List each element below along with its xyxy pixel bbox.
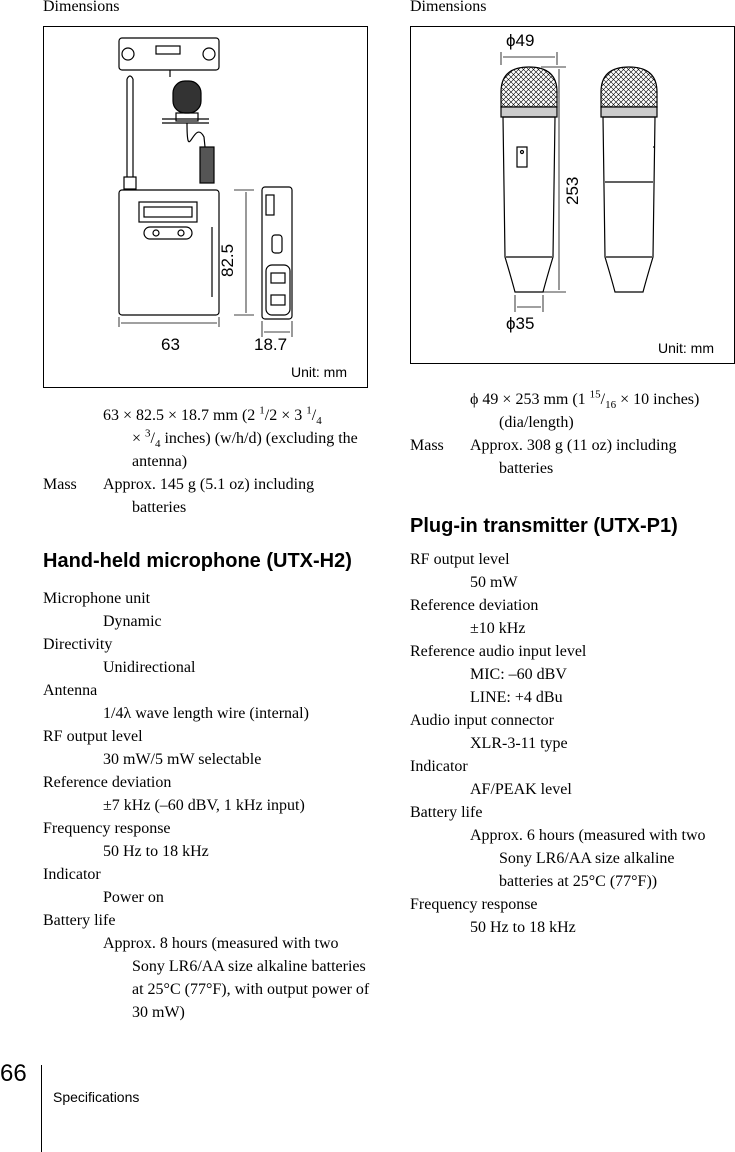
spec-value: Power on bbox=[103, 889, 164, 906]
handheld-dimensions-figure bbox=[410, 26, 735, 364]
spec-value: LINE: +4 dBu bbox=[470, 689, 563, 706]
handheld-dims-text: ϕ 49 × 253 mm (1 $^{15}/_{16} \times 10$ inches) (dia/length) bbox=[470, 388, 700, 431]
spec-value: 1/4λ wave length wire (internal) bbox=[103, 705, 309, 722]
left-figure-label: Dimensions bbox=[43, 0, 120, 15]
handheld-mass: Mass Approx. 308 g (11 oz) including batteries bbox=[410, 437, 677, 477]
bodypack-drawing bbox=[44, 27, 367, 387]
left-column bbox=[43, 0, 371, 1024]
unit-label: Unit: mm bbox=[658, 340, 714, 356]
spec-value: Unidirectional bbox=[103, 659, 196, 676]
bodypack-mass: Mass Approx. 145 g (5.1 oz) including batteries bbox=[43, 476, 315, 516]
spec-term: Antenna bbox=[43, 682, 98, 699]
spec-value: XLR-3-11 type bbox=[470, 735, 568, 752]
plugin-section-title: Plug-in transmitter (UTX-P1) bbox=[410, 515, 678, 537]
footer-divider bbox=[41, 1065, 42, 1152]
dim-depth-label: 18.7 bbox=[254, 335, 288, 354]
spec-value: 50 mW bbox=[470, 574, 518, 591]
footer-section-label: Specifications bbox=[53, 1089, 140, 1105]
spec-value: 30 mW/5 mW selectable bbox=[103, 751, 262, 768]
spec-term: Battery life bbox=[43, 912, 116, 929]
spec-term: Indicator bbox=[43, 866, 101, 883]
spec-term: Reference audio input level bbox=[410, 643, 587, 660]
handheld-spec-list bbox=[43, 587, 371, 1024]
spec-term: Frequency response bbox=[43, 820, 171, 837]
spec-term: Reference deviation bbox=[43, 774, 172, 791]
dim-bottom-diameter-label: ϕ35 bbox=[506, 314, 535, 333]
spec-value: Approx. 8 hours (measured with two Sony LR6/AA size alkaline batteries at 25°C (77°F), with output power of 30 mW) bbox=[103, 935, 370, 1021]
spec-term: Directivity bbox=[43, 636, 113, 653]
page-number: 66 bbox=[0, 1060, 27, 1087]
right-figure-label: Dimensions bbox=[410, 0, 487, 15]
spec-value: ±7 kHz (–60 dBV, 1 kHz input) bbox=[103, 797, 305, 814]
bodypack-dims-text: 63 × 82.5 × 18.7 mm (2 $^1$/2 × 3 $^1/_4$ × $^3/_4$ inches) (w/h/d) (excluding the antenna) bbox=[103, 404, 358, 470]
spec-term: Audio input connector bbox=[410, 712, 554, 729]
spec-value: AF/PEAK level bbox=[470, 781, 572, 798]
spec-value: 50 Hz to 18 kHz bbox=[470, 919, 576, 936]
spec-term: Battery life bbox=[410, 804, 483, 821]
dim-top-diameter-label: ϕ49 bbox=[506, 31, 535, 50]
bodypack-dimensions-figure bbox=[43, 26, 368, 388]
spec-term: Microphone unit bbox=[43, 590, 151, 607]
dim-length-label: 253 bbox=[563, 176, 582, 205]
spec-term: Frequency response bbox=[410, 896, 538, 913]
spec-term: RF output level bbox=[43, 728, 143, 745]
spec-value: Dynamic bbox=[103, 613, 162, 630]
spec-term: Indicator bbox=[410, 758, 468, 775]
spec-value: Approx. 6 hours (measured with two Sony LR6/AA size alkaline batteries at 25°C (77°F)) bbox=[470, 827, 706, 890]
spec-value: 50 Hz to 18 kHz bbox=[103, 843, 209, 860]
dim-width-label: 63 bbox=[161, 335, 180, 354]
unit-label: Unit: mm bbox=[291, 364, 347, 380]
spec-value: MIC: –60 dBV bbox=[470, 666, 567, 683]
right-column bbox=[410, 0, 730, 939]
plugin-spec-list bbox=[410, 548, 730, 939]
handheld-section-title: Hand-held microphone (UTX-H2) bbox=[43, 550, 352, 572]
spec-value: ±10 kHz bbox=[470, 620, 526, 637]
spec-term: RF output level bbox=[410, 551, 510, 568]
dim-height-label: 82.5 bbox=[218, 243, 237, 277]
spec-term: Reference deviation bbox=[410, 597, 539, 614]
